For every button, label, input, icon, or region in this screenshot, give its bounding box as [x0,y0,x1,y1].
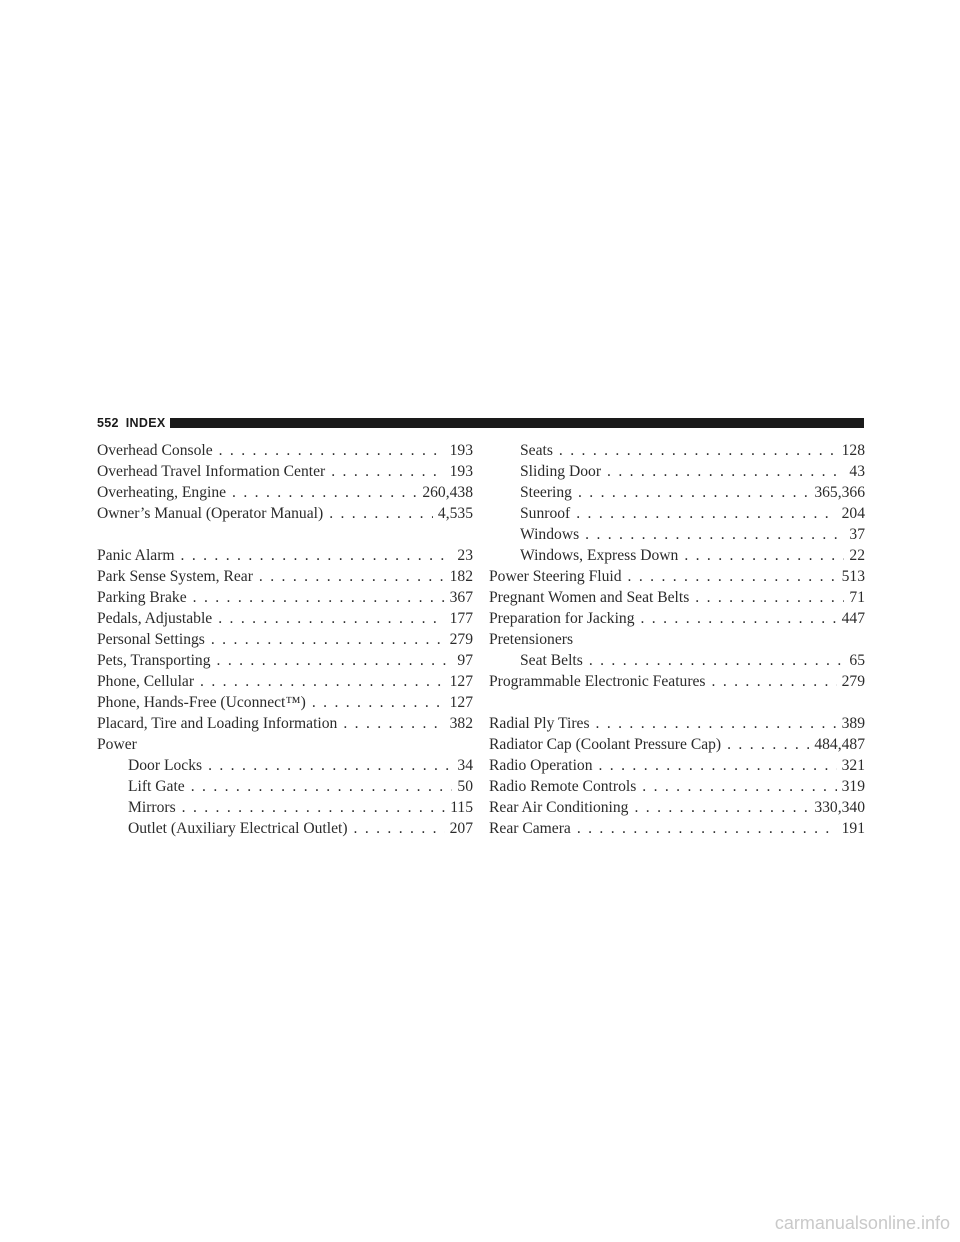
dot-leader [191,776,453,797]
index-subentry [489,503,865,524]
dot-leader [343,713,444,734]
entry-label: Windows [520,526,580,543]
entry-page-ref: 367 [449,589,473,606]
dot-leader [596,713,837,734]
entry-label: Phone, Hands-Free (Uconnect™) [97,694,306,711]
index-entry [97,650,473,671]
entry-label: Power Steering Fluid [489,568,622,585]
entry-page-ref: 207 [449,820,473,837]
dot-leader [589,650,845,671]
entry-label: Radial Ply Tires [489,715,590,732]
entry-label: Overheating, Engine [97,484,227,501]
index-subentry [489,524,865,545]
dot-leader [577,818,837,839]
entry-label: Sunroof [520,505,571,522]
entry-page-ref: 43 [849,463,865,480]
entry-page-ref: 182 [449,568,473,585]
entry-page-ref: 22 [849,547,865,564]
index-subentry [97,818,473,839]
entry-page-ref: 193 [449,463,473,480]
dot-leader [217,650,453,671]
entry-page-ref: 71 [849,589,865,606]
dot-leader [628,566,837,587]
dot-leader [200,671,445,692]
index-entry [97,503,473,524]
index-entry [489,629,865,650]
entry-page-ref: 191 [841,820,865,837]
index-entry [489,734,865,755]
entry-page-ref: 513 [841,568,865,585]
dot-leader [695,587,844,608]
index-entry [97,692,473,713]
index-subentry [489,545,865,566]
dot-leader [578,482,809,503]
index-entry [97,734,473,755]
index-entry [489,566,865,587]
entry-page-ref: 193 [449,442,473,459]
index-entry [97,629,473,650]
entry-label: Overhead Travel Information Center [97,463,326,480]
index-entry [97,566,473,587]
watermark: carmanualsonline.info [774,1213,950,1233]
dot-leader [576,503,836,524]
index-entry [489,818,865,839]
index-entry [97,587,473,608]
entry-page-ref: 319 [841,778,865,795]
index-entry [97,713,473,734]
index-entry [489,608,865,629]
entry-label: Seats [520,442,553,459]
entry-page-ref: 128 [841,442,865,459]
index-column-right [489,440,865,839]
entry-page-ref: 115 [450,799,473,816]
entry-page-ref: 4,535 [437,505,473,522]
dot-leader [712,671,837,692]
index-subentry [97,797,473,818]
entry-page-ref: 127 [449,694,473,711]
dot-leader [607,461,844,482]
index-entry [489,671,865,692]
entry-page-ref: 177 [449,610,473,627]
dot-leader [181,545,453,566]
header-rule [170,418,864,428]
index-column-left [97,440,473,839]
dot-leader [727,734,809,755]
entry-label: Radio Remote Controls [489,778,637,795]
entry-page-ref: 330,340 [814,799,865,816]
dot-leader [211,629,445,650]
entry-label: Rear Camera [489,820,571,837]
entry-page-ref: 127 [449,673,473,690]
index-subentry [489,461,865,482]
entry-label: Park Sense System, Rear [97,568,253,585]
dot-leader [642,776,836,797]
entry-label: Seat Belts [520,652,583,669]
entry-label: Lift Gate [128,778,185,795]
dot-leader [684,545,844,566]
dot-leader [208,755,452,776]
dot-leader [599,755,837,776]
entry-page-ref: 484,487 [814,736,865,753]
index-subentry [97,776,473,797]
dot-leader [219,440,445,461]
entry-label: Power [97,736,137,753]
dot-leader [641,608,837,629]
dot-leader [331,461,444,482]
page-number: 552 [97,416,119,430]
entry-label: Phone, Cellular [97,673,195,690]
entry-page-ref: 204 [841,505,865,522]
index-entry [97,545,473,566]
index-entry [97,608,473,629]
entry-label: Parking Brake [97,589,187,606]
dot-leader [634,797,809,818]
dot-leader [312,692,445,713]
section-title: INDEX [125,416,166,430]
dot-leader [559,440,837,461]
entry-page-ref: 279 [841,673,865,690]
entry-page-ref: 321 [841,757,865,774]
index-subentry [97,755,473,776]
entry-label: Panic Alarm [97,547,175,564]
entry-page-ref: 23 [457,547,473,564]
entry-label: Preparation for Jacking [489,610,635,627]
entry-page-ref: 65 [849,652,865,669]
dot-leader [259,566,445,587]
entry-page-ref: 37 [849,526,865,543]
index-subentry [489,482,865,503]
dot-leader [585,524,844,545]
index-entry [97,461,473,482]
entry-label: Steering [520,484,572,501]
index-entry [97,671,473,692]
index-entry [489,755,865,776]
entry-label: Pregnant Women and Seat Belts [489,589,690,606]
entry-page-ref: 382 [449,715,473,732]
index-entry [489,776,865,797]
entry-label: Radio Operation [489,757,593,774]
entry-label: Pretensioners [489,631,574,648]
entry-label: Owner’s Manual (Operator Manual) [97,505,324,522]
entry-page-ref: 447 [841,610,865,627]
index-subentry [489,440,865,461]
entry-page-ref: 97 [457,652,473,669]
entry-page-ref: 260,438 [422,484,473,501]
entry-label: Sliding Door [520,463,602,480]
index-entry [489,587,865,608]
index-subentry [489,650,865,671]
index-entry [489,797,865,818]
entry-label: Pets, Transporting [97,652,211,669]
entry-label: Placard, Tire and Loading Information [97,715,338,732]
dot-leader [182,797,446,818]
entry-label: Windows, Express Down [520,547,679,564]
entry-label: Radiator Cap (Coolant Pressure Cap) [489,736,722,753]
dot-leader [329,503,433,524]
entry-page-ref: 389 [841,715,865,732]
entry-label: Programmable Electronic Features [489,673,706,690]
entry-label: Pedals, Adjustable [97,610,213,627]
entry-label: Overhead Console [97,442,213,459]
dot-leader [232,482,417,503]
dot-leader [193,587,445,608]
entry-label: Mirrors [128,799,176,816]
entry-label: Outlet (Auxiliary Electrical Outlet) [128,820,348,837]
entry-label: Rear Air Conditioning [489,799,629,816]
index-entry [489,713,865,734]
entry-page-ref: 50 [457,778,473,795]
entry-label: Personal Settings [97,631,205,648]
index-entry [97,440,473,461]
dot-leader [354,818,445,839]
index-entry [97,482,473,503]
dot-leader [218,608,444,629]
entry-page-ref: 34 [457,757,473,774]
entry-page-ref: 365,366 [814,484,865,501]
page-header [97,414,864,432]
entry-page-ref: 279 [449,631,473,648]
entry-label: Door Locks [128,757,203,774]
